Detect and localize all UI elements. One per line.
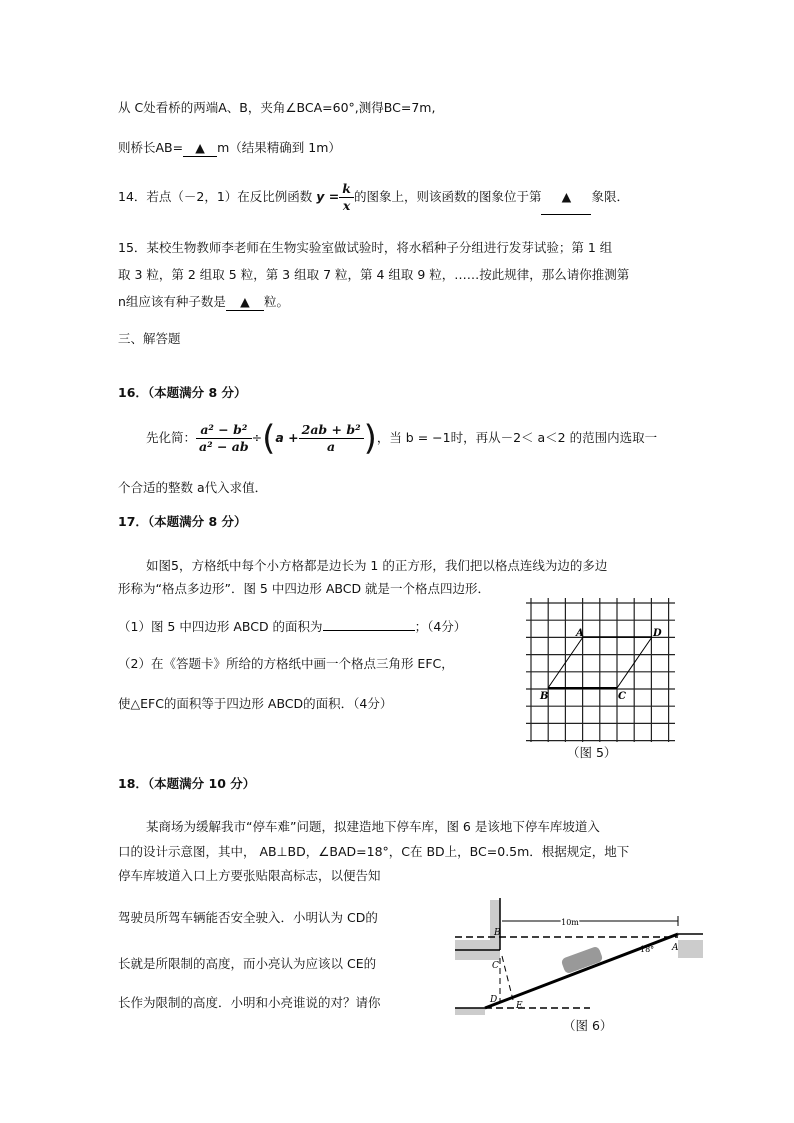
q16-line2: 个合适的整数 a代入求值．	[118, 480, 268, 495]
label-C: C	[492, 961, 499, 971]
fraction-2	[299, 422, 364, 455]
numerator: k	[339, 181, 354, 198]
q15-line3	[118, 294, 289, 311]
fraction-k-over-x	[339, 181, 354, 214]
numerator: 2ab + b²	[299, 422, 364, 439]
q18-para5: 长就是所限制的高度，而小亮认为应该以 CE的	[118, 956, 377, 971]
q16-title: 16．（本题满分 8 分）	[118, 385, 247, 400]
label-D: D	[490, 995, 498, 1005]
q13-text: 则桥长AB=	[118, 140, 184, 155]
q18-para1: 某商场为缓解我市“停车难”问题，拟建造地下停车库，图 6 是该地下停车库坡道入	[146, 819, 600, 834]
answer-blank: ▲	[226, 294, 264, 311]
q18-para3: 停车库坡道入口上方要张贴限高标志，以便告知	[118, 868, 381, 883]
q17-para1: 如图5，方格纸中每个小方格都是边长为 1 的正方形，我们把以格点连线为边的多边	[146, 558, 608, 573]
q18-para6: 长作为限制的高度．小明和小亮谁说的对？请你	[118, 995, 381, 1010]
divide-sign: ÷	[251, 430, 263, 445]
q14-text2: 的图象上，则该函数的图象位于第	[353, 189, 542, 204]
q13-line1: 从 C处看桥的两端A、B，夹角∠BCA=60°,测得BC=7m,	[118, 100, 436, 115]
label-B: B	[540, 691, 549, 702]
label-D: D	[653, 628, 662, 639]
q14-end: 象限．	[591, 189, 629, 204]
answer-blank	[323, 630, 415, 631]
figure-6-ramp	[450, 890, 705, 1015]
q17-para2: 形称为“格点多边形”．图 5 中四边形 ABCD 就是一个格点四边形．	[118, 581, 491, 596]
q15-end: 粒。	[263, 294, 289, 309]
q17-sub3: 使△EFC的面积等于四边形 ABCD的面积．（4分）	[118, 696, 393, 711]
formula-y: y =	[316, 189, 340, 204]
denominator: a	[327, 439, 336, 454]
q14	[118, 180, 629, 215]
label-B: B	[494, 928, 501, 938]
figure-5-caption: （图 5）	[567, 745, 617, 760]
label-C: C	[618, 691, 626, 702]
q13-line2	[118, 140, 341, 157]
angle-label: 18°	[640, 945, 655, 954]
figure-5-grid	[520, 596, 685, 746]
label-E: E	[516, 1001, 523, 1011]
q18-para2: 口的设计示意图，其中， AB⊥BD，∠BAD=18°，C在 BD上，BC=0.5m．根据规定，地下	[118, 844, 630, 859]
term-a: a +	[275, 430, 299, 445]
q17-sub1	[118, 619, 466, 635]
distance-label: 10m	[561, 918, 579, 927]
fraction-1	[196, 422, 252, 455]
label-A: A	[576, 628, 584, 639]
q17-title: 17．（本题满分 8 分）	[118, 514, 247, 529]
numerator: a² − b²	[196, 422, 252, 439]
denominator: x	[342, 198, 351, 213]
q16-text: 先化简：	[146, 430, 197, 445]
denominator: a² − ab	[199, 439, 249, 454]
answer-blank: ▲	[541, 180, 591, 215]
q15-line2: 取 3 粒，第 2 组取 5 粒，第 3 组取 7 粒，第 4 组取 9 粒，……按此规律，那么请你推测第	[118, 267, 630, 282]
q15-text: n组应该有种子数是	[118, 294, 226, 309]
q14-text: 14．若点（－2，1）在反比例函数	[118, 189, 313, 204]
answer-blank: ▲	[183, 140, 217, 157]
label-A: A	[672, 943, 679, 953]
q17-sub1-end: ；（4分）	[414, 619, 467, 634]
q16-formula-line: 先化简： $\frac{\text{a² − b²}}{\text{a² − ab}}$ ÷(a + $\frac{\text{2ab + b²}}{a}$ )，当 b = −1时，再从－2＜ a＜2 的范围内选取一	[146, 418, 658, 459]
q16-text2: ，当 b = −1时，再从－2＜ a＜2 的范围内选取一	[376, 430, 658, 445]
q18-title: 18．（本题满分 10 分）	[118, 776, 256, 791]
q13-text-end: m（结果精确到 1m）	[217, 140, 341, 155]
q15-line1: 15．某校生物教师李老师在生物实验室做试验时，将水稻种子分组进行发芽试验；第 1 组	[118, 240, 613, 255]
q17-sub2: （2）在《答题卡》所给的方格纸中画一个格点三角形 EFC，	[118, 656, 454, 671]
section-heading: 三、解答题	[118, 331, 181, 346]
q17-sub1-text: （1）图 5 中四边形 ABCD 的面积为	[118, 619, 323, 634]
figure-6-caption: （图 6）	[563, 1018, 613, 1033]
q18-para4: 驾驶员所驾车辆能否安全驶入．小明认为 CD的	[118, 910, 378, 925]
